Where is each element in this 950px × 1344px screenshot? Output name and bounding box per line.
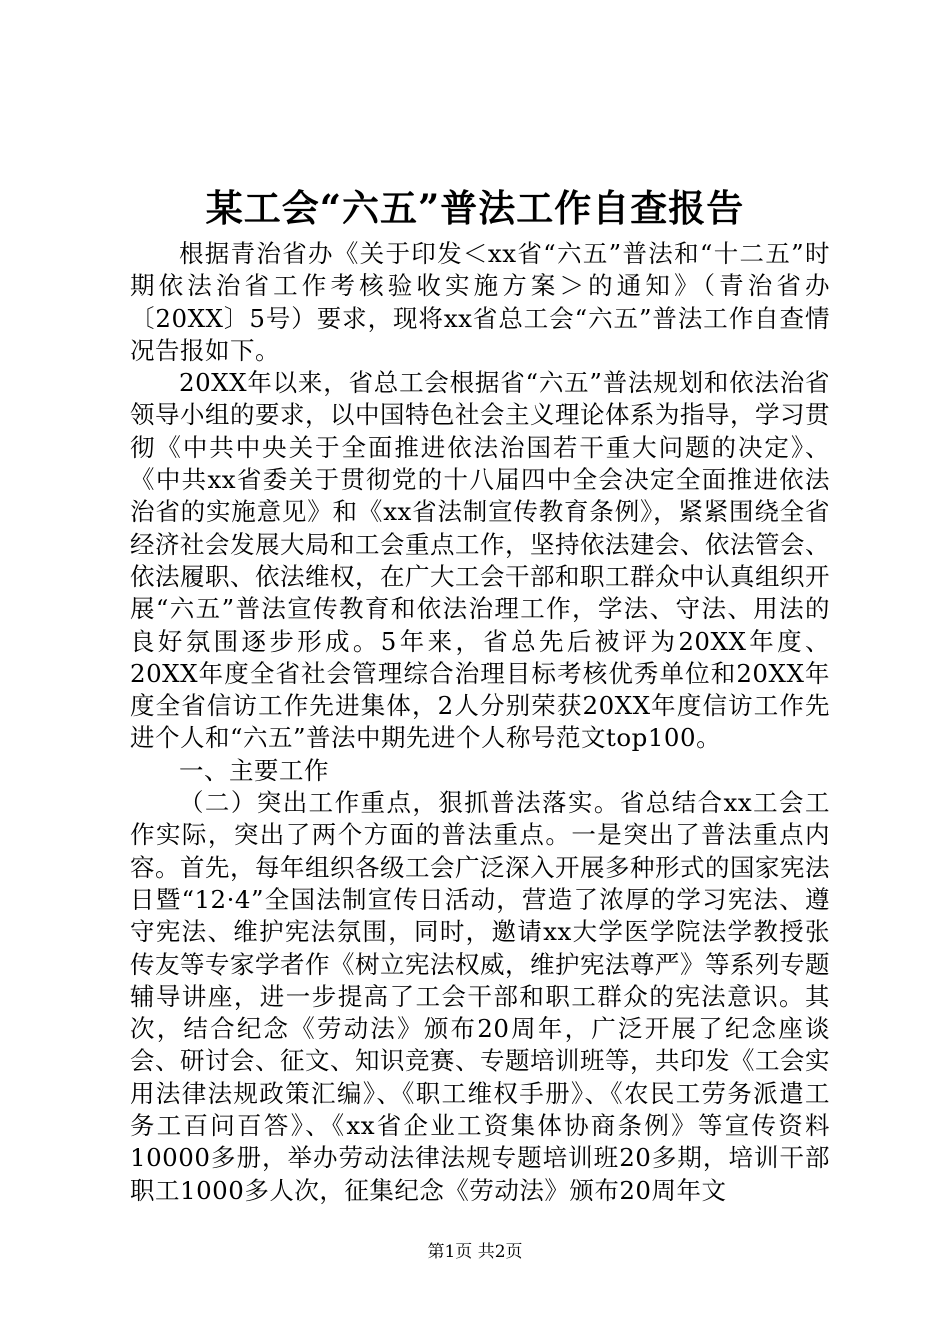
paragraph-intro: 根据青治省办《关于印发＜xx省“六五”普法和“十二五”时期依法治省工作考核验收实施方案＞的通知》（青治省办〔20XX〕5号）要求，现将xx省总工会“六五”普法工作自查情况告报如下。: [130, 239, 830, 365]
document-body: [130, 238, 830, 1207]
paragraph-key-work: （二）突出工作重点，狠抓普法落实。省总结合xx工会工作实际，突出了两个方面的普法重点。一是突出了普法重点内容。首先，每年组织各级工会广泛深入开展多种形式的国家宪法日暨“12·4”全国法制宣传日活动，营造了浓厚的学习宪法、遵守宪法、维护宪法氛围，同时，邀请xx大学医学院法学教授张传友等专家学者作《树立宪法权威，维护宪法尊严》等系列专题辅导讲座，进一步提高了工会干部和职工群众的宪法意识。其次，结合纪念《劳动法》颁布20周年，广泛开展了纪念座谈会、研讨会、征文、知识竞赛、专题培训班等，共印发《工会实用法律法规政策汇编》、《职工维权手册》、《农民工劳务派遣工务工百问百答》、《xx省企业工资集体协商条例》等宣传资料10000多册，举办劳动法律法规专题培训班20多期，培训干部职工1000多人次，征集纪念《劳动法》颁布20周年文: [130, 788, 830, 1205]
document-title: 某工会“六五”普法工作自查报告: [205, 186, 745, 230]
paragraph-overview: 20XX年以来，省总工会根据省“六五”普法规划和依法治省领导小组的要求，以中国特色社会主义理论体系为指导，学习贯彻《中共中央关于全面推进依法治国若干重大问题的决定》、《中共xx省委关于贯彻党的十八届四中全会决定全面推进依法治省的实施意见》和《xx省法制宣传教育条例》，紧紧围绕全省经济社会发展大局和工会重点工作，坚持依法建会、依法管会、依法履职、依法维权，在广大工会干部和职工群众中认真组织开展“六五”普法宣传教育和依法治理工作，学法、守法、用法的良好氛围逐步形成。5年来，省总先后被评为20XX年度、20XX年度全省社会管理综合治理目标考核优秀单位和20XX年度全省信访工作先进集体，2人分别荣获20XX年度信访工作先进个人和“六五”普法中期先进个人称号范文top100。: [130, 368, 830, 753]
section-heading: 一、主要工作: [179, 755, 329, 785]
page-footer: 第1页 共2页: [427, 1242, 523, 1262]
